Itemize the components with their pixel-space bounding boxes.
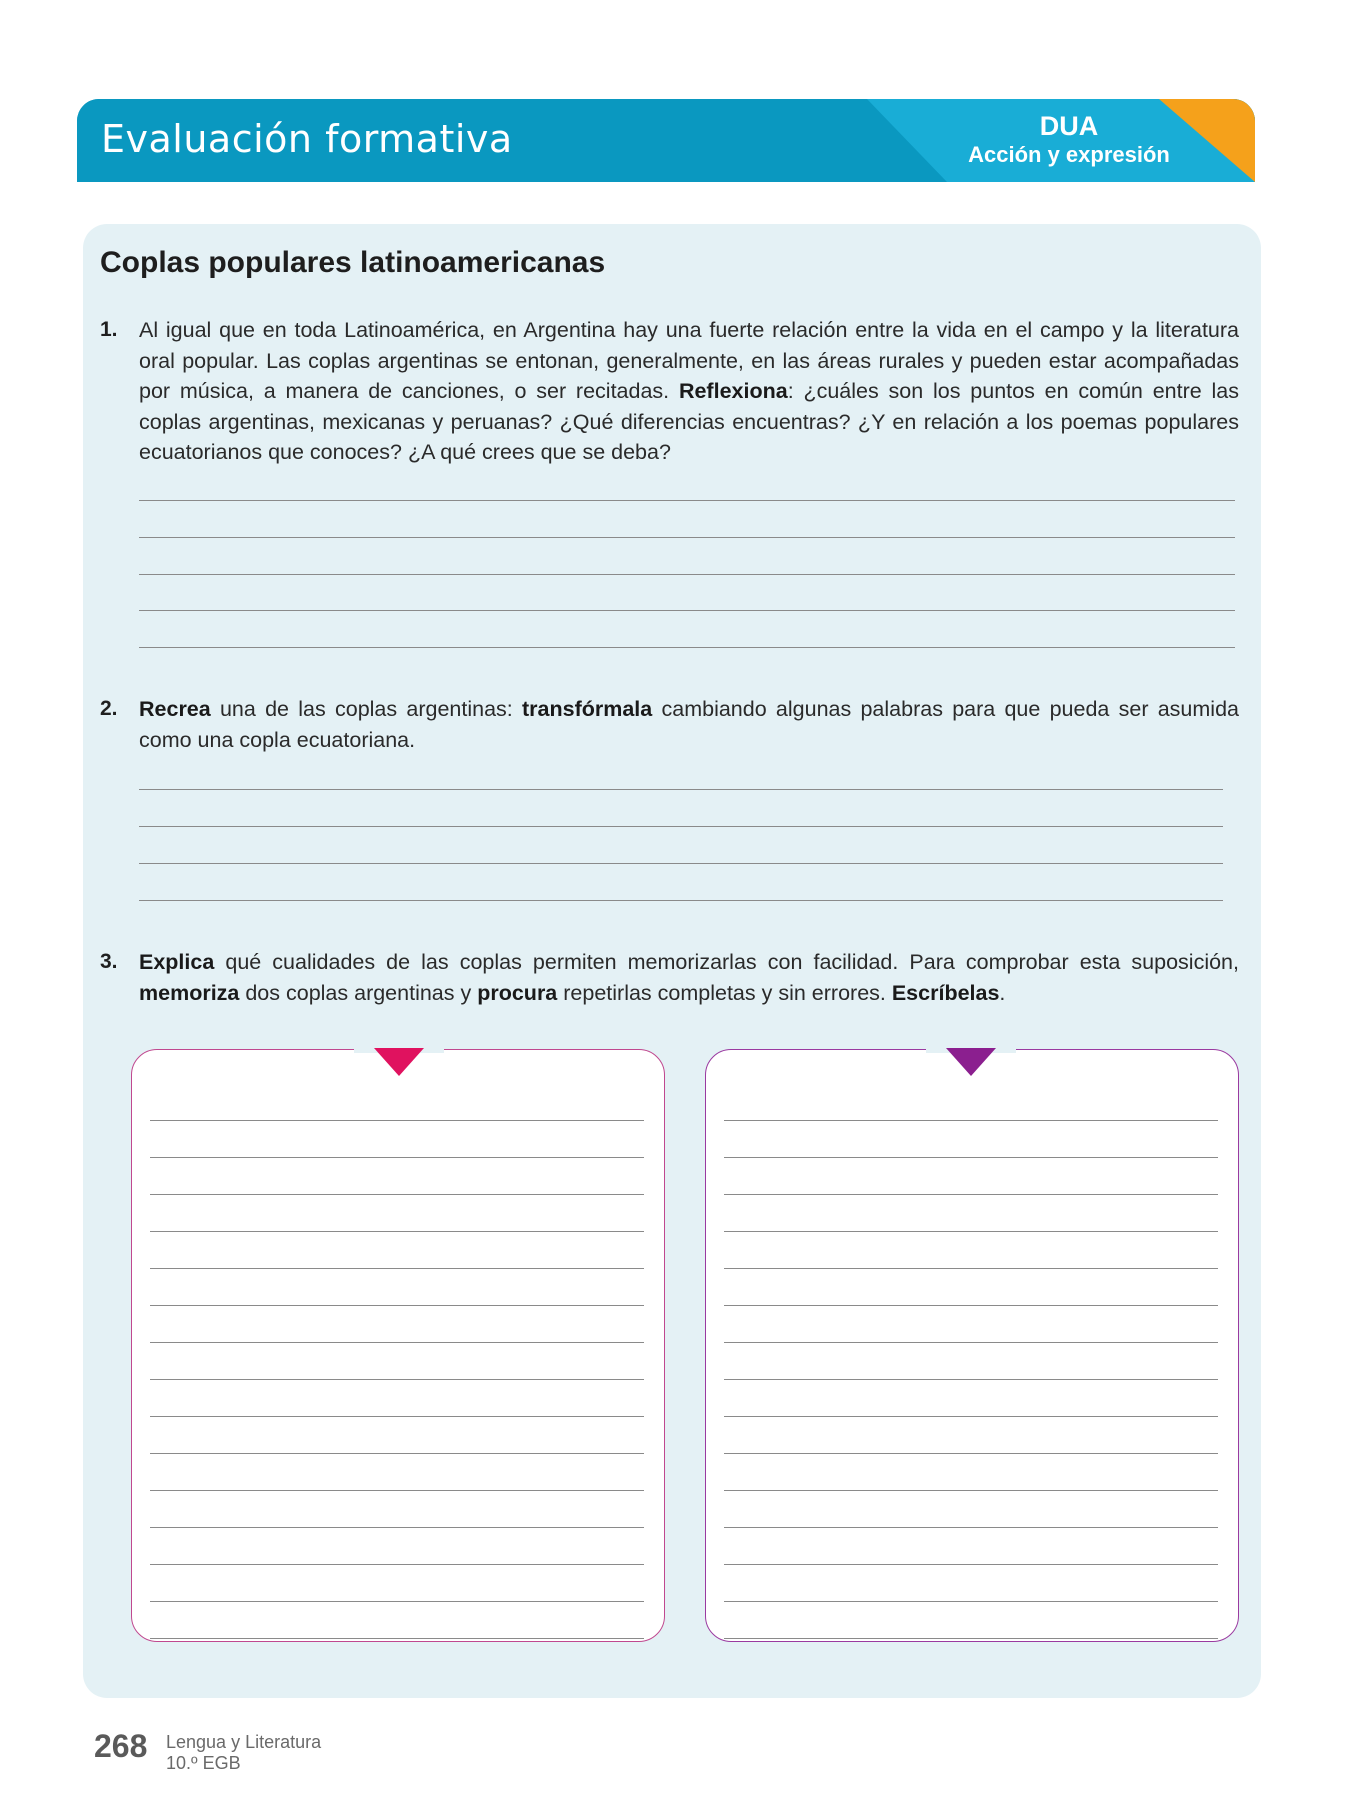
copla-writing-line[interactable] [724, 1601, 1218, 1602]
header-banner [77, 99, 1255, 182]
subject-name: Lengua y Literatura [166, 1732, 322, 1752]
copla-writing-line[interactable] [724, 1416, 1218, 1417]
question-2-seg-a: una de las coplas argentinas: [210, 697, 522, 721]
copla-writing-line[interactable] [150, 1453, 644, 1454]
copla-writing-line[interactable] [150, 1305, 644, 1306]
copla-writing-line[interactable] [724, 1157, 1218, 1158]
question-3-keyword-escribelas: Escríbelas [891, 980, 1000, 1005]
dua-subtitle: Acción y expresión [968, 142, 1170, 167]
question-3-text [139, 947, 1239, 1008]
copla-writing-line[interactable] [150, 1564, 644, 1565]
copla-writing-line[interactable] [724, 1490, 1218, 1491]
question-3-seg-c: repetirlas completas y sin errores. [557, 980, 892, 1005]
page-title: Evaluación formativa [101, 117, 513, 161]
copla-writing-line[interactable] [724, 1638, 1218, 1639]
question-2-keyword-transformala: transfórmala [522, 697, 653, 721]
question-1-seg-a: Al igual que en toda Latinoamérica, en Argentina hay una fuerte relación entre la vida en el campo y la literatura oral popular. Las coplas argentinas se entonan, generalmente, en las áreas rurales y pueden estar acompañadas por música, a manera de canciones, o ser recitadas. [139, 318, 1239, 403]
copla-writing-line[interactable] [724, 1453, 1218, 1454]
copla-writing-box-1[interactable] [131, 1049, 665, 1642]
copla-writing-line[interactable] [150, 1379, 644, 1380]
grade-label: 10.º EGB [166, 1753, 241, 1773]
question-2-text [139, 694, 1239, 755]
copla-writing-line[interactable] [150, 1231, 644, 1232]
answer-line[interactable] [139, 647, 1235, 648]
answer-line[interactable] [139, 500, 1235, 501]
question-1-seg-b: : ¿cuáles son los puntos en común entre las coplas argentinas, mexicanas y peruanas? ¿Qué diferencias encuentras? ¿Y en relación a los poemas populares ecuatorianos que conoces? ¿A qué crees que se deba? [139, 379, 1239, 464]
copla-writing-line[interactable] [724, 1342, 1218, 1343]
answer-line[interactable] [139, 826, 1223, 827]
dua-label: DUA [1039, 111, 1099, 141]
copla-writing-line[interactable] [724, 1231, 1218, 1232]
pink-triangle-marker [374, 1048, 424, 1076]
question-3-seg-d: . [999, 980, 1006, 1005]
copla-writing-line[interactable] [150, 1601, 644, 1602]
answer-line[interactable] [139, 900, 1223, 901]
question-3-keyword-procura: procura [477, 980, 558, 1005]
question-3-keyword-memoriza: memoriza [139, 980, 240, 1005]
question-1-text [139, 315, 1239, 468]
purple-triangle-marker [946, 1048, 996, 1076]
question-3-seg-a: qué cualidades de las coplas permiten memorizarlas con facilidad. Para comprobar esta suposición, [214, 950, 1239, 974]
copla-writing-line[interactable] [150, 1194, 644, 1195]
question-1-keyword-reflexiona: Reflexiona [678, 379, 788, 403]
copla-writing-line[interactable] [724, 1305, 1218, 1306]
copla-writing-line[interactable] [724, 1527, 1218, 1528]
copla-writing-line[interactable] [150, 1120, 644, 1121]
question-2-number: 2. [100, 697, 118, 720]
copla-writing-line[interactable] [150, 1638, 644, 1639]
copla-writing-line[interactable] [150, 1157, 644, 1158]
copla-writing-line[interactable] [150, 1490, 644, 1491]
question-3-number: 3. [100, 950, 118, 973]
section-title: Coplas populares latinoamericanas [100, 246, 606, 279]
question-2-seg-b: cambiando algunas palabras para que pueda ser asumida como una copla ecuatoriana. [139, 697, 1239, 752]
copla-writing-line[interactable] [150, 1527, 644, 1528]
activity-card [83, 224, 1261, 1698]
footer-subject [166, 1732, 321, 1774]
question-2-keyword-recrea: Recrea [139, 697, 211, 721]
copla-writing-line[interactable] [724, 1194, 1218, 1195]
dua-badge [939, 111, 1199, 169]
answer-line[interactable] [139, 863, 1223, 864]
copla-writing-line[interactable] [724, 1379, 1218, 1380]
copla-writing-line[interactable] [724, 1268, 1218, 1269]
question-3-seg-b: dos coplas argentinas y [239, 980, 478, 1005]
copla-writing-line[interactable] [724, 1120, 1218, 1121]
answer-line[interactable] [139, 537, 1235, 538]
answer-line[interactable] [139, 574, 1235, 575]
copla-writing-line[interactable] [150, 1268, 644, 1269]
question-1-number: 1. [100, 318, 118, 341]
question-3-keyword-explica: Explica [139, 950, 215, 974]
copla-writing-line[interactable] [150, 1342, 644, 1343]
copla-writing-line[interactable] [150, 1416, 644, 1417]
copla-writing-line[interactable] [724, 1564, 1218, 1565]
copla-writing-box-2[interactable] [705, 1049, 1239, 1642]
answer-line[interactable] [139, 610, 1235, 611]
answer-line[interactable] [139, 789, 1223, 790]
page-number: 268 [94, 1728, 148, 1764]
